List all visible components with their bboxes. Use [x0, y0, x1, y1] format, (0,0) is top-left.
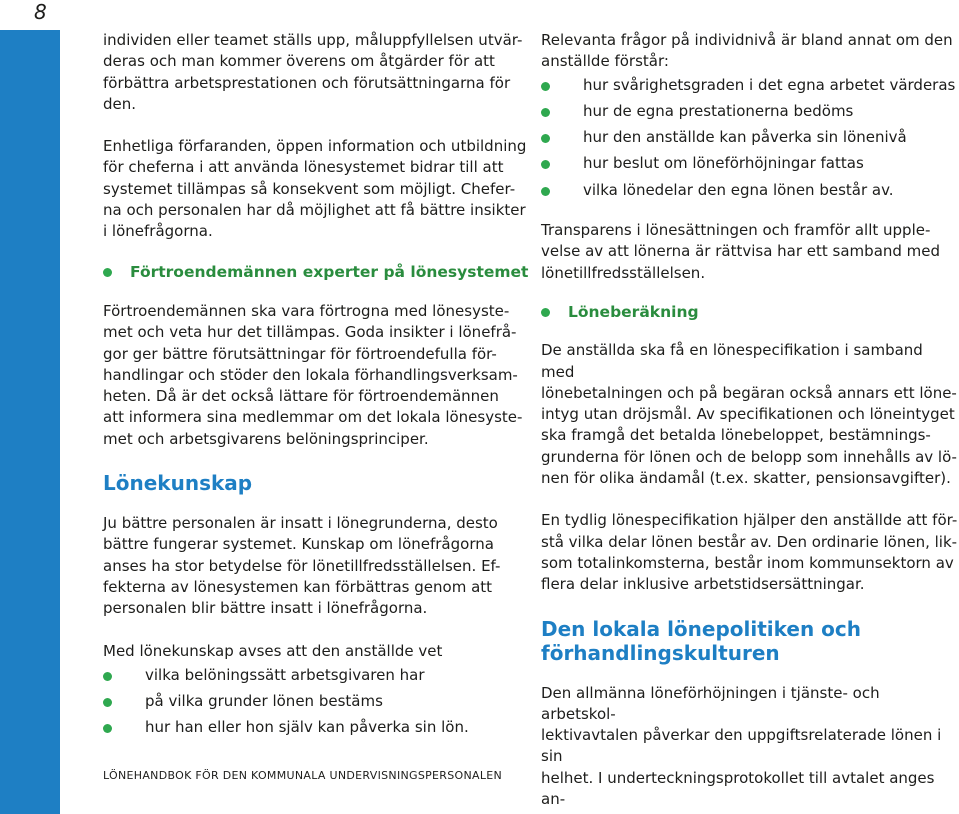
- left-column: [103, 30, 531, 739]
- paragraph: Den allmänna löneförhöjningen i tjänste- och arbetskol- lektivavtalen påverkar den uppgiftsrelaterade lönen i sin helhet. I underteckningsprotokollet till avtalet anges an-: [541, 683, 942, 809]
- list-item: hur de egna prestationerna bedöms: [541, 101, 959, 122]
- bullet-dot-icon: [541, 160, 550, 169]
- paragraph: Enhetliga förfaranden, öppen information och utbildning för cheferna i att använda lönesystemet bidrar till att systemet tillämpas så konsekvent som möjligt. Chefer- na och personalen har då möjlighet att få bättre insikter i lönefrågorna.: [103, 137, 527, 241]
- bullet-list: [541, 75, 959, 201]
- running-footer: LÖNEHANDBOK FÖR DEN KOMMUNALA UNDERVISNINGSPERSONALEN: [103, 769, 503, 782]
- paragraph: Förtroendemännen ska vara förtrogna med lönesyste- met och veta hur det tillämpas. Goda insikter i lönefrå- gor ger bättre förutsättningar för förtroendefulla för- handlingar och stöder den lokala förhandlingsverksam- heten. Då är det också lättare för förtroendemännen att informera sina medlemmar om det lokala lönesyste- met och arbetsgivarens belöningsprinciper.: [103, 301, 523, 448]
- paragraph: Med lönekunskap avses att den anställde vet: [103, 641, 443, 660]
- page-margin-bar: [0, 0, 60, 814]
- bullet-dot-icon: [541, 187, 550, 196]
- right-column: [541, 30, 959, 810]
- paragraph: Relevanta frågor på individnivå är bland annat om den anställde förstår:: [541, 31, 953, 71]
- bullet-dot-icon: [541, 308, 550, 317]
- list-item: hur den anställde kan påverka sin lönenivå: [541, 127, 959, 148]
- paragraph: En tydlig lönespecifikation hjälper den anställde att för- stå vilka delar lönen består av. Den ordinarie lönen, lik- som totalinkomsterna, består inom kommunsektorn av flera delar inklusive arbetstidsersättningar.: [541, 511, 958, 594]
- paragraph: De anställda ska få en lönespecifikation i samband med lönebetalningen och på begäran också annars ett löne- intyg utan dröjsmål. Av specifikationen och löneintyget ska framgå det betalda lönebeloppet, bestämnings- grunderna för lönen och de belopp som innehålls av lö- nen för olika ändamål (t.ex. skatter, pensionsavgifter).: [541, 341, 957, 488]
- page-number-box: [0, 0, 60, 30]
- bullet-dot-icon: [541, 134, 550, 143]
- bullet-dot-icon: [103, 724, 112, 733]
- paragraph: Transparens i lönesättningen och framför allt upple- velse av att lönerna är rättvisa har ett samband med lönetillfredsställelsen.: [541, 221, 941, 282]
- section-heading: Lönekunskap: [103, 471, 253, 496]
- bullet-dot-icon: [541, 82, 550, 91]
- section-heading: Den lokala lönepolitiken och förhandlingskulturen: [541, 616, 862, 665]
- bullet-dot-icon: [103, 698, 112, 707]
- page-number: 8: [34, 0, 47, 24]
- list-item: på vilka grunder lönen bestäms: [103, 691, 531, 712]
- paragraph: Ju bättre personalen är insatt i lönegrunderna, desto bättre fungerar systemet. Kunskap om lönefrågorna anses ha stor betydelse för lönetillfredsställelsen. Ef- fekterna av lönesystemen kan förbättras genom att personalen blir bättre insatt i lönefrågorna.: [103, 514, 501, 618]
- subheading: Löneberäkning: [541, 302, 959, 323]
- list-item: hur svårighetsgraden i det egna arbetet värderas: [541, 75, 959, 96]
- subheading: Förtroendemännen experter på lönesystemet: [103, 262, 531, 283]
- list-item: vilka lönedelar den egna lönen består av.: [541, 180, 959, 201]
- list-item: hur beslut om löneförhöjningar fattas: [541, 153, 959, 174]
- list-item: vilka belöningssätt arbetsgivaren har: [103, 665, 531, 686]
- bullet-list: [103, 665, 531, 739]
- list-item: hur han eller hon själv kan påverka sin lön.: [103, 717, 531, 738]
- blue-side-stripe: [0, 30, 60, 814]
- bullet-dot-icon: [103, 268, 112, 277]
- paragraph: individen eller teamet ställs upp, måluppfyllelsen utvär- deras och man kommer överens om åtgärder för att förbättra arbetsprestationen och förutsättningarna för den.: [103, 31, 523, 113]
- bullet-dot-icon: [541, 108, 550, 117]
- bullet-dot-icon: [103, 672, 112, 681]
